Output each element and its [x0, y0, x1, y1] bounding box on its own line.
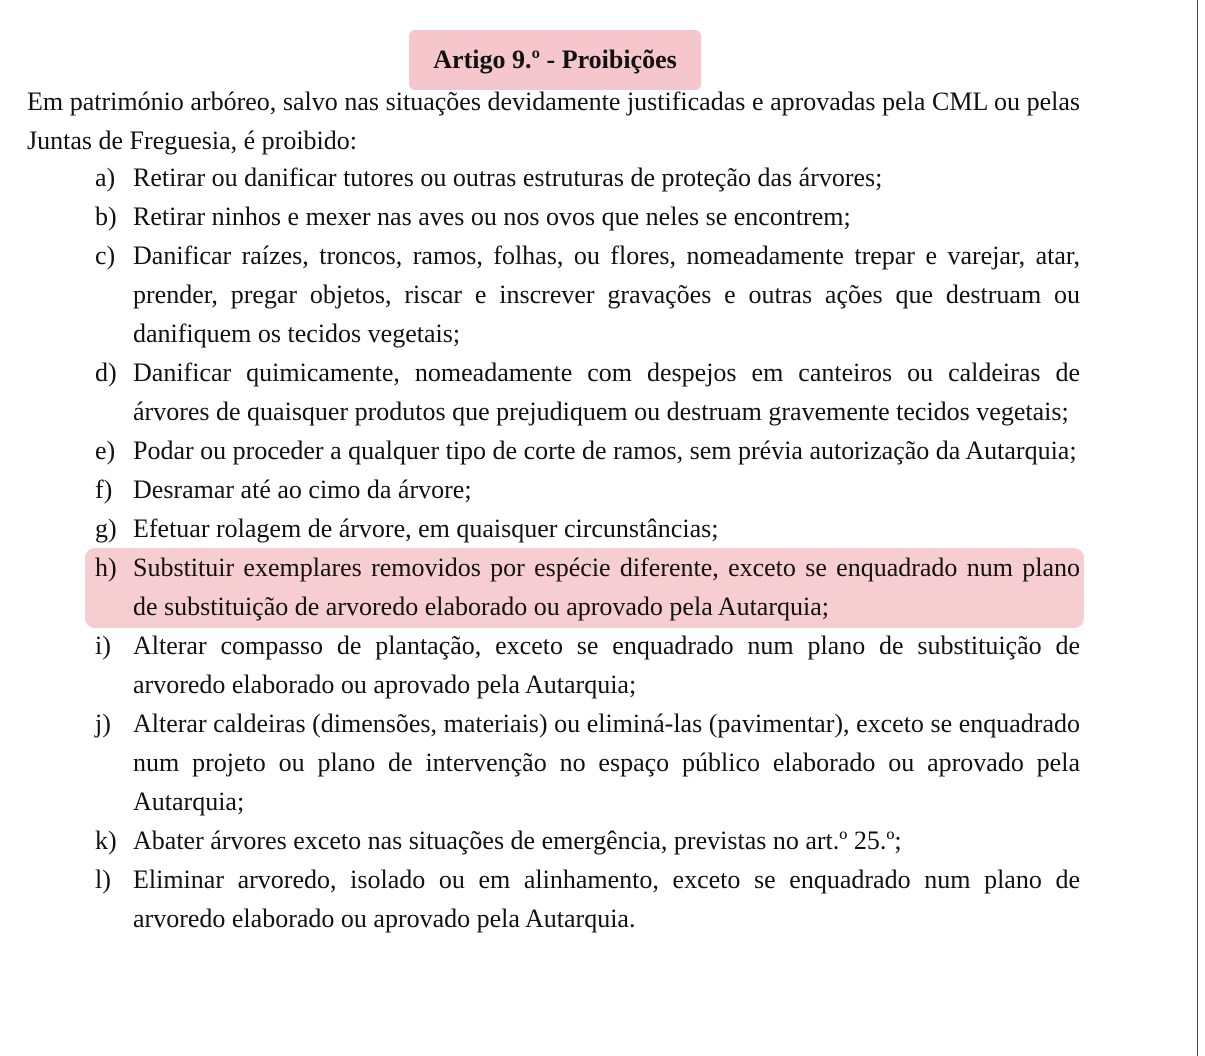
- article-title: Artigo 9.º - Proibições: [409, 38, 701, 82]
- page-edge-divider: [1197, 0, 1198, 1056]
- article-intro: Em património arbóreo, salvo nas situações devidamente justificadas e aprovadas pela CML ou pelas Juntas de Freguesia, é proibido:: [27, 87, 1080, 155]
- item-marker: c): [95, 241, 116, 270]
- list-item-d: [95, 353, 1080, 431]
- list-item-b: [95, 197, 1080, 236]
- item-text: Abater árvores exceto nas situações de emergência, previstas no art.º 25.º;: [133, 826, 902, 855]
- list-item-g: [95, 509, 1080, 548]
- item-marker: a): [95, 163, 116, 192]
- prohibitions-list: [95, 158, 1080, 938]
- list-item-i: [95, 626, 1080, 704]
- item-marker: h): [95, 553, 117, 582]
- list-item-j: [95, 704, 1080, 821]
- list-item-e: [95, 431, 1080, 470]
- item-text: Desramar até ao cimo da árvore;: [133, 475, 472, 504]
- item-text: Alterar caldeiras (dimensões, materiais) ou eliminá-las (pavimentar), exceto se enquadrado num projeto ou plano de intervenção no espaço público elaborado ou aprovado pela Autarquia;: [133, 709, 1080, 816]
- article-title-container: [0, 38, 1110, 82]
- item-marker: e): [95, 436, 116, 465]
- list-item-l: [95, 860, 1080, 938]
- item-text: Danificar quimicamente, nomeadamente com despejos em canteiros ou caldeiras de árvores de quaisquer produtos que prejudiquem ou destruam gravemente tecidos vegetais;: [133, 358, 1080, 426]
- item-marker: l): [95, 865, 111, 894]
- list-item-a: [95, 158, 1080, 197]
- list-item-f: [95, 470, 1080, 509]
- item-marker: g): [95, 514, 117, 543]
- item-marker: f): [95, 475, 113, 504]
- item-text: Alterar compasso de plantação, exceto se enquadrado num plano de substituição de arvoredo elaborado ou aprovado pela Autarquia;: [133, 631, 1080, 699]
- item-marker: i): [95, 631, 111, 660]
- list-item-h-highlighted: [95, 548, 1080, 626]
- item-text: Retirar ninhos e mexer nas aves ou nos ovos que neles se encontrem;: [133, 202, 851, 231]
- item-text: Danificar raízes, troncos, ramos, folhas, ou flores, nomeadamente trepar e varejar, atar, prender, pregar objetos, riscar e inscrever gravações e outras ações que destruam ou danifiquem os tecidos vegetais;: [133, 241, 1080, 348]
- item-marker: j): [95, 709, 111, 738]
- item-text: Podar ou proceder a qualquer tipo de corte de ramos, sem prévia autorização da Autarquia;: [133, 436, 1077, 465]
- item-text: Eliminar arvoredo, isolado ou em alinhamento, exceto se enquadrado num plano de arvoredo elaborado ou aprovado pela Autarquia.: [133, 865, 1080, 933]
- item-text: Efetuar rolagem de árvore, em quaisquer circunstâncias;: [133, 514, 719, 543]
- item-marker: d): [95, 358, 117, 387]
- item-text: Substituir exemplares removidos por espécie diferente, exceto se enquadrado num plano de substituição de arvoredo elaborado ou aprovado pela Autarquia;: [133, 553, 1080, 621]
- item-text: Retirar ou danificar tutores ou outras estruturas de proteção das árvores;: [133, 163, 883, 192]
- item-marker: k): [95, 826, 117, 855]
- list-item-k: [95, 821, 1080, 860]
- item-marker: b): [95, 202, 117, 231]
- list-item-c: [95, 236, 1080, 353]
